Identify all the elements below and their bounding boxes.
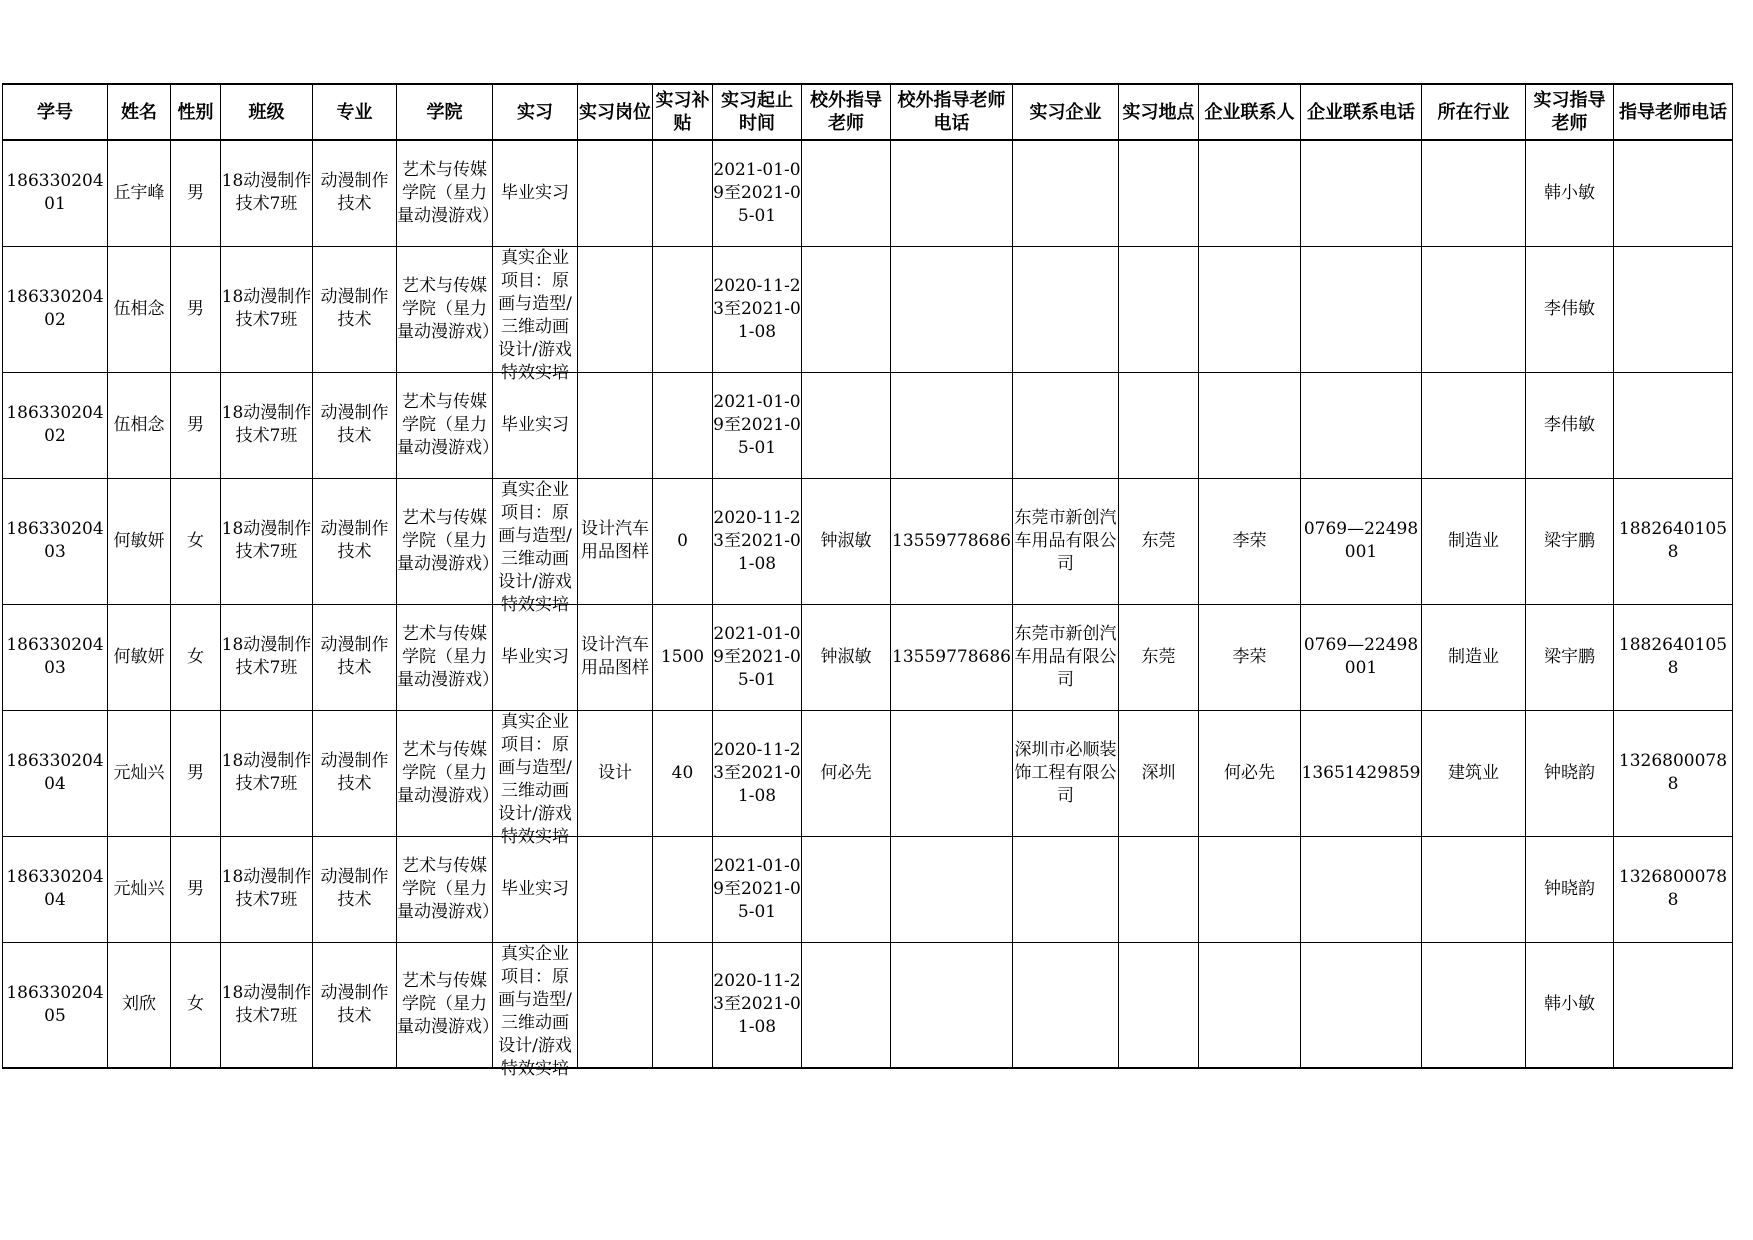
cell-subsidy bbox=[653, 246, 713, 372]
cell-text: 18动漫制作技术7班 bbox=[221, 982, 312, 1026]
cell-gender bbox=[171, 246, 221, 372]
table-row bbox=[3, 604, 1733, 710]
cell-college bbox=[397, 604, 499, 710]
table-row bbox=[3, 140, 1733, 246]
header-name: 姓名 bbox=[108, 84, 171, 140]
cell-text: 动漫制作技术 bbox=[320, 982, 389, 1026]
cell-text: 真实企业项目：原画与造型/三维动画设计/游戏特效实培 bbox=[498, 712, 572, 847]
cell-major bbox=[313, 140, 397, 246]
cell-text: 李荣 bbox=[1232, 530, 1267, 551]
cell-college bbox=[397, 942, 499, 1068]
cell-position bbox=[578, 942, 653, 1068]
cell-text: 18633020403 bbox=[6, 635, 104, 678]
cell-text: 设计汽车用品图样 bbox=[581, 635, 649, 678]
cell-text: 0769—22498001 bbox=[1303, 635, 1419, 678]
cell-industry bbox=[1422, 836, 1526, 942]
cell-name bbox=[108, 140, 171, 246]
cell-text: 毕业实习 bbox=[501, 414, 569, 435]
cell-college bbox=[397, 372, 499, 478]
header-period: 实习起止时间 bbox=[713, 84, 802, 140]
cell-text: 18动漫制作技术7班 bbox=[221, 751, 312, 794]
cell-text: 13559778686 bbox=[892, 646, 1011, 667]
cell-text: 18633020404 bbox=[6, 867, 104, 910]
cell-text: 制造业 bbox=[1448, 530, 1499, 551]
header-position: 实习岗位 bbox=[578, 84, 653, 140]
cell-text: 18633020402 bbox=[6, 403, 104, 446]
cell-location bbox=[1119, 942, 1199, 1068]
cell-class bbox=[221, 246, 313, 372]
cell-gender bbox=[171, 140, 221, 246]
cell-external-tutor-phone bbox=[891, 478, 1013, 604]
header-company-contact: 企业联系人 bbox=[1199, 84, 1301, 140]
cell-internship bbox=[493, 710, 578, 847]
cell-major bbox=[313, 246, 397, 372]
cell-external-tutor bbox=[802, 836, 891, 942]
header-student-id: 学号 bbox=[3, 84, 108, 140]
cell-student-id bbox=[3, 836, 108, 942]
cell-text: 真实企业项目：原画与造型/三维动画设计/游戏特效实培 bbox=[498, 943, 572, 1079]
cell-text: 男 bbox=[187, 878, 204, 899]
cell-text: 动漫制作技术 bbox=[320, 287, 389, 330]
cell-internship bbox=[493, 372, 578, 478]
cell-company-phone bbox=[1301, 246, 1422, 372]
cell-supervisor-phone bbox=[1614, 478, 1733, 604]
cell-external-tutor bbox=[802, 372, 891, 478]
cell-text: 18633020403 bbox=[6, 519, 104, 562]
header-subsidy: 实习补贴 bbox=[653, 84, 713, 140]
cell-location bbox=[1119, 372, 1199, 478]
cell-class bbox=[221, 710, 313, 836]
cell-supervisor-phone bbox=[1614, 372, 1733, 478]
cell-student-id bbox=[3, 140, 108, 246]
cell-text: 东莞市新创汽车用品有限公司 bbox=[1014, 623, 1117, 690]
table-row bbox=[3, 942, 1733, 1068]
cell-position bbox=[578, 478, 653, 604]
cell-industry bbox=[1422, 710, 1526, 836]
cell-college bbox=[397, 478, 499, 604]
header-row bbox=[3, 84, 1733, 140]
header-supervisor: 实习指导老师 bbox=[1526, 84, 1614, 140]
cell-text: 艺术与传媒学院（星力量动漫游戏） bbox=[397, 971, 499, 1038]
cell-text: 何敏妍 bbox=[113, 530, 165, 551]
cell-student-id bbox=[3, 246, 108, 372]
cell-text: 2021-01-09至2021-05-01 bbox=[713, 159, 801, 226]
cell-company bbox=[1013, 372, 1119, 478]
cell-internship bbox=[493, 604, 578, 710]
cell-college bbox=[397, 246, 499, 372]
cell-location bbox=[1119, 246, 1199, 372]
cell-text: 男 bbox=[187, 182, 204, 203]
cell-text: 伍相念 bbox=[113, 298, 165, 319]
cell-text: 18动漫制作技术7班 bbox=[221, 635, 312, 678]
cell-name bbox=[108, 246, 171, 372]
cell-supervisor-phone bbox=[1614, 246, 1733, 372]
cell-text: 动漫制作技术 bbox=[320, 519, 389, 562]
cell-text: 13268000788 bbox=[1618, 751, 1728, 794]
cell-external-tutor bbox=[802, 942, 891, 1068]
cell-text: 建筑业 bbox=[1448, 762, 1499, 783]
cell-text: 何必先 bbox=[1224, 762, 1275, 783]
cell-name bbox=[108, 836, 171, 942]
cell-company bbox=[1013, 478, 1119, 604]
cell-external-tutor bbox=[802, 140, 891, 246]
cell-period bbox=[713, 942, 802, 1068]
cell-text: 18动漫制作技术7班 bbox=[221, 519, 312, 562]
cell-text: 李伟敏 bbox=[1544, 298, 1595, 319]
cell-position bbox=[578, 604, 653, 710]
cell-gender bbox=[171, 710, 221, 836]
cell-text: 深圳市必顺装饰工程有限公司 bbox=[1014, 739, 1117, 806]
cell-position bbox=[578, 372, 653, 478]
cell-name bbox=[108, 942, 171, 1068]
cell-subsidy bbox=[653, 604, 713, 710]
cell-text: 梁宇鹏 bbox=[1544, 646, 1595, 667]
header-external-tutor: 校外指导老师 bbox=[802, 84, 891, 140]
cell-text: 梁宇鹏 bbox=[1544, 530, 1595, 551]
cell-company-phone bbox=[1301, 372, 1422, 478]
cell-internship bbox=[493, 246, 578, 383]
cell-company-phone bbox=[1301, 942, 1422, 1068]
cell-period bbox=[713, 372, 802, 478]
cell-company-phone bbox=[1301, 140, 1422, 246]
header-internship: 实习 bbox=[493, 84, 578, 140]
cell-industry bbox=[1422, 942, 1526, 1068]
table-row bbox=[3, 478, 1733, 604]
cell-text: 2020-11-23至2021-01-08 bbox=[713, 739, 801, 806]
cell-company-contact bbox=[1199, 140, 1301, 246]
cell-internship bbox=[493, 836, 578, 942]
cell-text: 元灿兴 bbox=[113, 762, 165, 783]
cell-external-tutor-phone bbox=[891, 710, 1013, 836]
cell-company-contact bbox=[1199, 246, 1301, 372]
cell-external-tutor-phone bbox=[891, 836, 1013, 942]
cell-supervisor-phone bbox=[1614, 140, 1733, 246]
cell-supervisor-phone bbox=[1614, 942, 1733, 1068]
cell-external-tutor-phone bbox=[891, 942, 1013, 1068]
cell-text: 动漫制作技术 bbox=[320, 403, 389, 446]
cell-company-contact bbox=[1199, 942, 1301, 1068]
cell-name bbox=[108, 710, 171, 836]
cell-text: 18动漫制作技术7班 bbox=[221, 403, 312, 446]
cell-text: 艺术与传媒学院（星力量动漫游戏） bbox=[397, 391, 499, 458]
cell-text: 钟淑敏 bbox=[820, 530, 872, 551]
cell-college bbox=[397, 140, 499, 246]
cell-industry bbox=[1422, 140, 1526, 246]
cell-text: 刘欣 bbox=[122, 994, 156, 1015]
cell-industry bbox=[1422, 246, 1526, 372]
cell-text: 丘宇峰 bbox=[113, 182, 165, 203]
cell-internship bbox=[493, 942, 578, 1079]
cell-text: 设计汽车用品图样 bbox=[581, 519, 649, 562]
cell-company bbox=[1013, 246, 1119, 372]
cell-text: 艺术与传媒学院（星力量动漫游戏） bbox=[397, 739, 499, 806]
cell-subsidy bbox=[653, 710, 713, 836]
cell-text: 设计 bbox=[598, 762, 632, 783]
cell-text: 何必先 bbox=[820, 762, 872, 783]
cell-text: 毕业实习 bbox=[501, 646, 569, 667]
cell-text: 李荣 bbox=[1232, 646, 1267, 667]
cell-text: 女 bbox=[187, 994, 204, 1015]
cell-student-id bbox=[3, 942, 108, 1068]
cell-text: 18动漫制作技术7班 bbox=[221, 287, 312, 330]
cell-major bbox=[313, 604, 397, 710]
cell-supervisor bbox=[1526, 710, 1614, 836]
cell-text: 18633020404 bbox=[6, 751, 104, 794]
cell-gender bbox=[171, 942, 221, 1068]
cell-company-contact bbox=[1199, 478, 1301, 604]
cell-class bbox=[221, 604, 313, 710]
cell-text: 东莞 bbox=[1141, 646, 1176, 667]
cell-major bbox=[313, 710, 397, 836]
cell-text: 动漫制作技术 bbox=[320, 751, 389, 794]
cell-text: 动漫制作技术 bbox=[320, 635, 389, 678]
cell-company-phone bbox=[1301, 836, 1422, 942]
cell-external-tutor-phone bbox=[891, 140, 1013, 246]
cell-text: 韩小敏 bbox=[1544, 994, 1595, 1015]
cell-company-contact bbox=[1199, 372, 1301, 478]
internship-table bbox=[2, 83, 1733, 1079]
cell-text: 18633020401 bbox=[6, 171, 104, 215]
cell-location bbox=[1119, 710, 1199, 836]
cell-student-id bbox=[3, 710, 108, 836]
cell-text: 13268000788 bbox=[1618, 867, 1728, 910]
cell-company bbox=[1013, 942, 1119, 1068]
cell-text: 18826401058 bbox=[1618, 635, 1728, 678]
cell-college bbox=[397, 836, 499, 942]
cell-major bbox=[313, 942, 397, 1068]
cell-text: 0 bbox=[677, 530, 688, 551]
cell-text: 2020-11-23至2021-01-08 bbox=[713, 971, 801, 1038]
cell-company-contact bbox=[1199, 836, 1301, 942]
cell-text: 18动漫制作技术7班 bbox=[221, 171, 312, 215]
cell-text: 动漫制作技术 bbox=[320, 867, 389, 910]
header-major: 专业 bbox=[313, 84, 397, 140]
cell-company bbox=[1013, 836, 1119, 942]
cell-text: 0769—22498001 bbox=[1303, 519, 1419, 562]
cell-text: 毕业实习 bbox=[501, 182, 569, 203]
cell-text: 艺术与传媒学院（星力量动漫游戏） bbox=[397, 507, 499, 574]
header-company-phone: 企业联系电话 bbox=[1301, 84, 1422, 140]
cell-external-tutor-phone bbox=[891, 372, 1013, 478]
cell-external-tutor-phone bbox=[891, 246, 1013, 372]
cell-class bbox=[221, 942, 313, 1068]
cell-company bbox=[1013, 604, 1119, 710]
cell-supervisor bbox=[1526, 942, 1614, 1068]
cell-text: 韩小敏 bbox=[1544, 182, 1595, 203]
cell-major bbox=[313, 836, 397, 942]
cell-text: 艺术与传媒学院（星力量动漫游戏） bbox=[397, 159, 499, 226]
cell-subsidy bbox=[653, 836, 713, 942]
header-company: 实习企业 bbox=[1013, 84, 1119, 140]
cell-industry bbox=[1422, 604, 1526, 710]
cell-position bbox=[578, 140, 653, 246]
header-college: 学院 bbox=[397, 84, 493, 140]
header-supervisor-phone: 指导老师电话 bbox=[1614, 84, 1733, 140]
cell-location bbox=[1119, 604, 1199, 710]
cell-name bbox=[108, 372, 171, 478]
cell-text: 男 bbox=[187, 762, 204, 783]
cell-text: 钟晓韵 bbox=[1544, 762, 1595, 783]
cell-location bbox=[1119, 478, 1199, 604]
cell-text: 男 bbox=[187, 298, 204, 319]
cell-external-tutor bbox=[802, 246, 891, 372]
cell-class bbox=[221, 372, 313, 478]
cell-text: 1500 bbox=[660, 646, 705, 667]
cell-class bbox=[221, 836, 313, 942]
cell-text: 东莞 bbox=[1141, 530, 1176, 551]
cell-major bbox=[313, 478, 397, 604]
cell-supervisor bbox=[1526, 140, 1614, 246]
cell-text: 女 bbox=[187, 646, 204, 667]
cell-text: 13559778686 bbox=[892, 530, 1011, 551]
cell-supervisor bbox=[1526, 246, 1614, 372]
cell-industry bbox=[1422, 372, 1526, 478]
cell-company-phone bbox=[1301, 478, 1422, 604]
cell-text: 2020-11-23至2021-01-08 bbox=[713, 275, 801, 342]
cell-external-tutor bbox=[802, 710, 891, 836]
cell-text: 艺术与传媒学院（星力量动漫游戏） bbox=[397, 855, 499, 922]
cell-company bbox=[1013, 140, 1119, 246]
cell-text: 制造业 bbox=[1448, 646, 1499, 667]
cell-subsidy bbox=[653, 372, 713, 478]
cell-position bbox=[578, 246, 653, 372]
cell-company-phone bbox=[1301, 710, 1422, 836]
cell-company bbox=[1013, 710, 1119, 836]
cell-internship bbox=[493, 140, 578, 246]
cell-internship bbox=[493, 478, 578, 615]
cell-subsidy bbox=[653, 140, 713, 246]
cell-industry bbox=[1422, 478, 1526, 604]
cell-text: 李伟敏 bbox=[1544, 414, 1595, 435]
cell-student-id bbox=[3, 478, 108, 604]
cell-period bbox=[713, 710, 802, 836]
cell-supervisor bbox=[1526, 604, 1614, 710]
cell-text: 18633020405 bbox=[6, 982, 104, 1026]
cell-external-tutor bbox=[802, 604, 891, 710]
cell-company-contact bbox=[1199, 604, 1301, 710]
header-external-tutor-phone: 校外指导老师电话 bbox=[891, 84, 1013, 140]
cell-text: 2021-01-09至2021-05-01 bbox=[713, 623, 801, 690]
cell-text: 40 bbox=[671, 762, 694, 783]
cell-text: 伍相念 bbox=[113, 414, 165, 435]
cell-subsidy bbox=[653, 942, 713, 1068]
cell-position bbox=[578, 836, 653, 942]
cell-text: 艺术与传媒学院（星力量动漫游戏） bbox=[397, 275, 499, 342]
cell-location bbox=[1119, 836, 1199, 942]
cell-text: 动漫制作技术 bbox=[320, 171, 389, 215]
header-gender: 性别 bbox=[171, 84, 221, 140]
table-row bbox=[3, 836, 1733, 942]
cell-text: 东莞市新创汽车用品有限公司 bbox=[1014, 507, 1117, 574]
cell-name bbox=[108, 478, 171, 604]
cell-text: 2020-11-23至2021-01-08 bbox=[713, 507, 801, 574]
cell-student-id bbox=[3, 604, 108, 710]
table-row bbox=[3, 372, 1733, 478]
cell-supervisor bbox=[1526, 478, 1614, 604]
cell-period bbox=[713, 140, 802, 246]
cell-gender bbox=[171, 836, 221, 942]
cell-supervisor-phone bbox=[1614, 836, 1733, 942]
cell-gender bbox=[171, 372, 221, 478]
cell-position bbox=[578, 710, 653, 836]
cell-period bbox=[713, 836, 802, 942]
cell-period bbox=[713, 604, 802, 710]
cell-text: 真实企业项目：原画与造型/三维动画设计/游戏特效实培 bbox=[498, 248, 572, 383]
cell-name bbox=[108, 604, 171, 710]
cell-supervisor bbox=[1526, 372, 1614, 478]
cell-text: 女 bbox=[187, 530, 204, 551]
cell-text: 2021-01-09至2021-05-01 bbox=[713, 855, 801, 922]
cell-major bbox=[313, 372, 397, 478]
cell-supervisor-phone bbox=[1614, 604, 1733, 710]
cell-company-contact bbox=[1199, 710, 1301, 836]
cell-gender bbox=[171, 478, 221, 604]
cell-text: 2021-01-09至2021-05-01 bbox=[713, 391, 801, 458]
cell-class bbox=[221, 140, 313, 246]
cell-company-phone bbox=[1301, 604, 1422, 710]
cell-location bbox=[1119, 140, 1199, 246]
cell-supervisor bbox=[1526, 836, 1614, 942]
header-class: 班级 bbox=[221, 84, 313, 140]
cell-text: 真实企业项目：原画与造型/三维动画设计/游戏特效实培 bbox=[498, 480, 572, 615]
cell-text: 18826401058 bbox=[1618, 519, 1728, 562]
cell-text: 18633020402 bbox=[6, 287, 104, 330]
cell-gender bbox=[171, 604, 221, 710]
cell-class bbox=[221, 478, 313, 604]
header-location: 实习地点 bbox=[1119, 84, 1199, 140]
cell-supervisor-phone bbox=[1614, 710, 1733, 836]
cell-college bbox=[397, 710, 499, 836]
cell-student-id bbox=[3, 372, 108, 478]
table-row bbox=[3, 710, 1733, 836]
cell-text: 元灿兴 bbox=[113, 878, 165, 899]
cell-text: 钟晓韵 bbox=[1544, 878, 1595, 899]
cell-text: 深圳 bbox=[1141, 762, 1176, 783]
cell-period bbox=[713, 246, 802, 372]
cell-external-tutor bbox=[802, 478, 891, 604]
cell-text: 艺术与传媒学院（星力量动漫游戏） bbox=[397, 623, 499, 690]
cell-text: 何敏妍 bbox=[113, 646, 165, 667]
cell-external-tutor-phone bbox=[891, 604, 1013, 710]
cell-text: 钟淑敏 bbox=[820, 646, 872, 667]
cell-text: 18动漫制作技术7班 bbox=[221, 867, 312, 910]
header-industry: 所在行业 bbox=[1422, 84, 1526, 140]
cell-subsidy bbox=[653, 478, 713, 604]
cell-period bbox=[713, 478, 802, 604]
table-row bbox=[3, 246, 1733, 372]
cell-text: 男 bbox=[187, 414, 204, 435]
cell-text: 毕业实习 bbox=[501, 878, 569, 899]
cell-text: 13651429859 bbox=[1301, 762, 1421, 783]
